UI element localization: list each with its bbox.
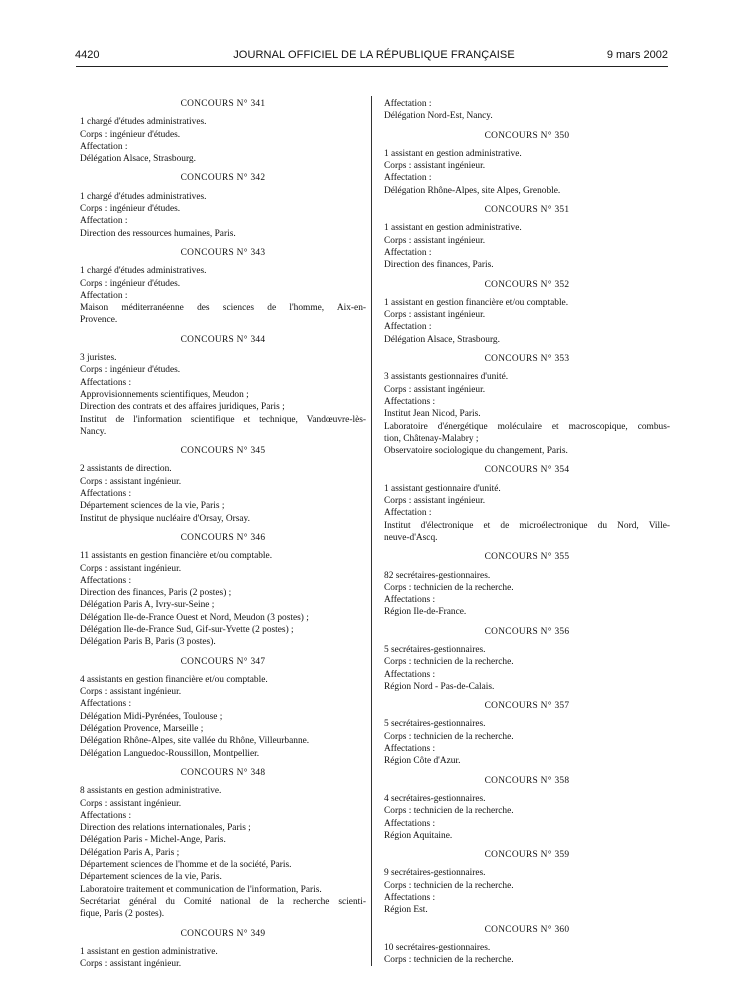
concours-block	[384, 98, 670, 123]
text-line: Nancy.	[80, 426, 107, 437]
issue-date: 9 mars 2002	[606, 49, 668, 61]
text-line: Corps : technicien de la recherche.	[384, 731, 514, 742]
text-line: Affectations :	[384, 893, 436, 904]
concours-block	[384, 775, 670, 842]
concours-heading: CONCOURS N° 346	[180, 532, 266, 543]
text-line: Corps : ingénieur d'études.	[80, 278, 181, 289]
text-line: tion, Châtenay-Malabry ;	[384, 433, 479, 444]
text-line: Délégation Provence, Marseille ;	[80, 724, 204, 735]
text-line: 82 secrétaires-gestionnaires.	[384, 570, 491, 581]
text-line: Région Côte d'Azur.	[384, 756, 461, 767]
text-line: Affectations :	[384, 595, 436, 606]
text-line: 1 assistant en gestion administrative.	[384, 148, 522, 159]
text-line: fique, Paris (2 postes).	[80, 909, 165, 920]
concours-block	[384, 924, 670, 967]
text-line: Délégation Rhône-Alpes, site vallée du Rhône, Villeurbanne.	[80, 736, 310, 747]
text-line: 4 secrétaires-gestionnaires.	[384, 793, 486, 804]
concours-heading: CONCOURS N° 342	[180, 173, 266, 184]
text-line: Affectations :	[384, 818, 436, 829]
text-line: Délégation Midi-Pyrénées, Toulouse ;	[80, 711, 223, 722]
text-line: Département sciences de la vie, Paris.	[80, 872, 222, 883]
text-line: 1 assistant en gestion financière et/ou comptable.	[384, 297, 569, 308]
concours-block	[384, 279, 670, 346]
text-line: Corps : assistant ingénieur.	[80, 687, 182, 698]
text-line: Corps : assistant ingénieur.	[80, 476, 182, 487]
text-line: Corps : technicien de la recherche.	[384, 657, 514, 668]
text-line: Institut de l'information scientifique et technique, Vandœuvre-lès-	[80, 414, 366, 425]
text-line: 3 juristes.	[80, 353, 117, 364]
text-line: Affectation :	[384, 322, 432, 333]
text-line: Corps : ingénieur d'études.	[80, 204, 181, 215]
text-line: Direction des finances, Paris.	[384, 260, 494, 271]
concours-block	[80, 334, 366, 438]
concours-block	[384, 130, 670, 197]
concours-block	[384, 700, 670, 767]
concours-heading: CONCOURS N° 353	[484, 354, 570, 365]
header-rule	[76, 66, 668, 67]
concours-heading: CONCOURS N° 356	[484, 626, 570, 637]
text-line: Laboratoire d'énergétique moléculaire et macroscopique, combus-	[384, 421, 670, 432]
text-line: Corps : ingénieur d'études.	[80, 365, 181, 376]
page-number: 4420	[75, 49, 100, 61]
text-line: Corps : assistant ingénieur.	[80, 959, 182, 970]
concours-heading: CONCOURS N° 341	[180, 99, 266, 109]
concours-heading: CONCOURS N° 350	[484, 130, 570, 141]
journal-title: JOURNAL OFFICIEL DE LA RÉPUBLIQUE FRANÇAISE	[233, 49, 515, 61]
text-line: 1 assistant en gestion administrative.	[80, 946, 218, 957]
text-line: 9 secrétaires-gestionnaires.	[384, 868, 486, 879]
concours-heading: CONCOURS N° 358	[484, 775, 570, 786]
text-line: Corps : assistant ingénieur.	[80, 563, 182, 574]
text-line: Département sciences de la vie, Paris ;	[80, 501, 225, 512]
concours-heading: CONCOURS N° 347	[180, 656, 266, 667]
text-line: Direction des relations internationales, Paris ;	[80, 823, 251, 834]
text-line: 1 chargé d'études administratives.	[80, 266, 207, 277]
text-line: Affectation :	[384, 247, 432, 258]
text-line: Corps : assistant ingénieur.	[384, 384, 486, 395]
text-line: Région Nord - Pas-de-Calais.	[384, 681, 495, 692]
text-line: Département sciences de l'homme et de la société, Paris.	[80, 860, 292, 871]
text-line: Institut d'électronique et de microélectronique du Nord, Ville-	[384, 520, 670, 531]
text-line: Région Ile-de-France.	[384, 607, 467, 618]
concours-block	[80, 767, 366, 921]
text-line: Corps : ingénieur d'études.	[80, 129, 181, 140]
text-line: Corps : technicien de la recherche.	[384, 582, 514, 593]
text-line: 2 assistants de direction.	[80, 464, 172, 475]
text-line: Affectations :	[384, 669, 436, 680]
text-line: Affectations :	[80, 489, 132, 500]
column-separator	[371, 96, 372, 966]
text-line: 8 assistants en gestion administrative.	[80, 786, 222, 797]
text-line: Délégation Rhône-Alpes, site Alpes, Grenoble.	[384, 185, 561, 196]
text-line: Approvisionnements scientifiques, Meudon ;	[80, 389, 249, 400]
page-header	[0, 0, 748, 70]
concours-block	[80, 98, 366, 165]
text-line: Affectations :	[80, 699, 132, 710]
text-line: Région Est.	[384, 905, 428, 916]
concours-block	[80, 928, 366, 971]
text-line: Affectation :	[384, 173, 432, 184]
text-line: Affectations :	[80, 377, 132, 388]
concours-heading: CONCOURS N° 349	[180, 928, 266, 939]
text-line: Corps : assistant ingénieur.	[384, 496, 486, 507]
text-line: Observatoire sociologique du changement, Paris.	[384, 446, 568, 457]
text-line: 1 chargé d'études administratives.	[80, 191, 207, 202]
concours-heading: CONCOURS N° 343	[180, 247, 266, 258]
concours-block	[80, 172, 366, 239]
concours-heading: CONCOURS N° 359	[484, 850, 570, 861]
text-line: Délégation Paris - Michel-Ange, Paris.	[80, 835, 226, 846]
text-line: Délégation Alsace, Strasbourg.	[80, 154, 196, 165]
concours-block	[384, 551, 670, 618]
text-line: Délégation Ile-de-France Ouest et Nord, Meudon (3 postes) ;	[80, 612, 309, 623]
text-line: Secrétariat général du Comité national de la recherche scienti-	[80, 896, 366, 907]
concours-block	[80, 656, 366, 760]
text-line: 5 secrétaires-gestionnaires.	[384, 719, 486, 730]
text-line: Corps : technicien de la recherche.	[384, 806, 514, 817]
concours-heading: CONCOURS N° 344	[180, 334, 266, 345]
concours-block	[384, 849, 670, 916]
text-line: Direction des contrats et des affaires juridiques, Paris ;	[80, 402, 285, 413]
text-line: Région Aquitaine.	[384, 830, 453, 841]
text-line: Délégation Paris B, Paris (3 postes).	[80, 637, 216, 648]
text-line: Corps : technicien de la recherche.	[384, 880, 514, 891]
concours-heading: CONCOURS N° 352	[484, 279, 570, 290]
text-line: 4 assistants en gestion financière et/ou comptable.	[80, 674, 268, 685]
concours-heading: CONCOURS N° 354	[484, 465, 570, 476]
text-line: Provence.	[80, 315, 118, 326]
text-line: Affectation :	[80, 141, 128, 152]
text-line: Affectation :	[384, 508, 432, 519]
concours-block	[384, 464, 670, 544]
text-line: Affectations :	[80, 575, 132, 586]
text-line: Délégation Ile-de-France Sud, Gif-sur-Yvette (2 postes) ;	[80, 624, 294, 635]
text-line: Affectations :	[384, 396, 436, 407]
text-line: neuve-d'Ascq.	[384, 532, 438, 543]
text-line: Direction des finances, Paris (2 postes) ;	[80, 588, 232, 599]
text-line: 5 secrétaires-gestionnaires.	[384, 644, 486, 655]
text-line: Institut Jean Nicod, Paris.	[384, 409, 481, 420]
right-column	[384, 98, 670, 974]
concours-block	[80, 247, 366, 327]
concours-heading: CONCOURS N° 360	[484, 924, 570, 935]
text-line: Affectation :	[80, 290, 128, 301]
text-line: Délégation Languedoc-Roussillon, Montpellier.	[80, 748, 260, 759]
text-line: Délégation Nord-Est, Nancy.	[384, 111, 493, 122]
text-line: 10 secrétaires-gestionnaires.	[384, 942, 491, 953]
text-line: Laboratoire traitement et communication de l'information, Paris.	[80, 884, 322, 895]
text-line: Délégation Alsace, Strasbourg.	[384, 334, 500, 345]
text-line: Délégation Paris A, Ivry-sur-Seine ;	[80, 600, 215, 611]
text-line: Corps : assistant ingénieur.	[384, 161, 486, 172]
text-line: Affectations :	[384, 744, 436, 755]
text-line: Institut de physique nucléaire d'Orsay, Orsay.	[80, 513, 250, 524]
concours-heading: CONCOURS N° 351	[484, 205, 570, 216]
text-line: 11 assistants en gestion financière et/ou comptable.	[80, 551, 273, 562]
concours-block	[80, 532, 366, 649]
text-line: Direction des ressources humaines, Paris.	[80, 228, 236, 239]
concours-block	[384, 626, 670, 693]
concours-heading: CONCOURS N° 355	[484, 552, 570, 563]
concours-block	[80, 445, 366, 525]
concours-heading: CONCOURS N° 357	[484, 701, 570, 712]
text-line: Corps : assistant ingénieur.	[384, 235, 486, 246]
concours-heading: CONCOURS N° 348	[180, 767, 266, 778]
text-line: 1 chargé d'études administratives.	[80, 117, 207, 128]
text-line: Corps : assistant ingénieur.	[80, 798, 182, 809]
text-line: Maison méditerranéenne des sciences de l'homme, Aix-en-	[80, 303, 366, 314]
text-line: 3 assistants gestionnaires d'unité.	[384, 372, 509, 383]
concours-block	[384, 204, 670, 271]
text-line: Délégation Paris A, Paris ;	[80, 847, 180, 858]
concours-heading: CONCOURS N° 345	[180, 446, 266, 457]
left-column	[80, 98, 366, 977]
text-line: Affectation :	[384, 99, 432, 109]
concours-block	[384, 353, 670, 457]
text-line: Corps : assistant ingénieur.	[384, 310, 486, 321]
text-line: 1 assistant en gestion administrative.	[384, 223, 522, 234]
text-line: Affectations :	[80, 810, 132, 821]
text-line: 1 assistant gestionnaire d'unité.	[384, 483, 501, 494]
text-line: Affectation :	[80, 216, 128, 227]
text-line: Corps : technicien de la recherche.	[384, 955, 514, 966]
